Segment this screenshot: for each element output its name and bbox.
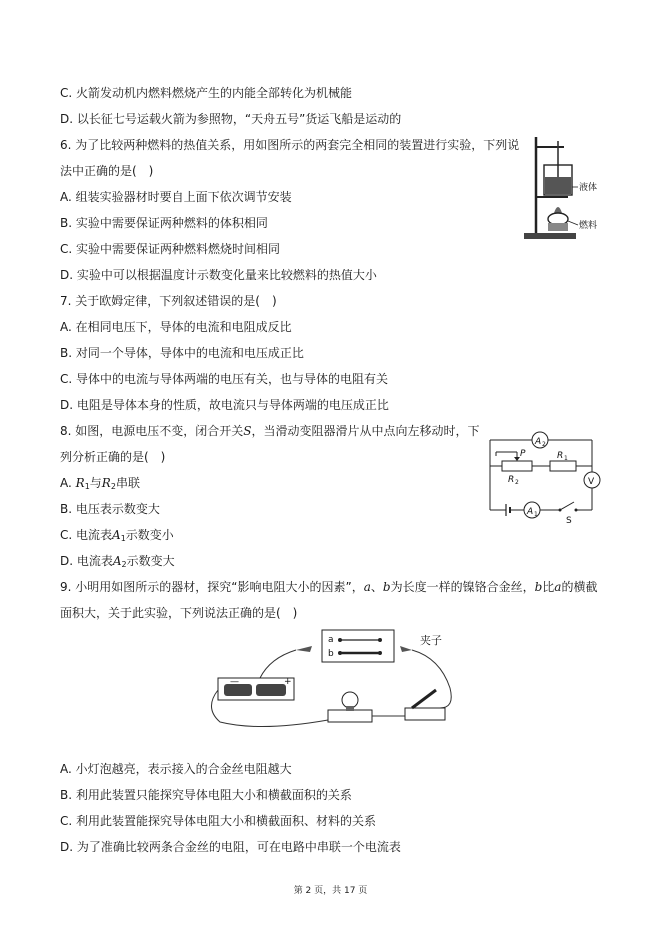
q6-option-d: D. 实验中可以根据温度计示数变化量来比较燃料的热值大小 (60, 268, 377, 282)
q8-circuit-figure (484, 426, 604, 526)
q7-option-a: A. 在相同电压下，导体的电流和电阻成反比 (60, 320, 292, 334)
q9-stem-line1: 9. 小明用如图所示的器材，探究“影响电阻大小的因素”，a、b为长度一样的镍铬合金丝，b比a的横截 (60, 580, 598, 594)
q9-fig-clip-label: 夹子 (420, 634, 442, 647)
q8-fig-S: S (566, 516, 572, 526)
q9-fig-plus: + (284, 677, 292, 687)
q8-stem-line1: 8. 如图，电源电压不变，闭合开关S，当滑动变阻器滑片从中点向左移动时，下 (60, 424, 480, 438)
q9-option-b: B. 利用此装置只能探究导体电阻大小和横截面积的关系 (60, 788, 352, 802)
q8-option-a: A. $R_1$与$R_2$串联 (60, 476, 140, 491)
q9-option-c: C. 利用此装置能探究导体电阻大小和横截面积、材料的关系 (60, 814, 377, 828)
q7-option-c: C. 导体中的电流与导体两端的电压有关，也与导体的电阻有关 (60, 372, 389, 386)
q9-option-a: A. 小灯泡越亮，表示接入的合金丝电阻越大 (60, 762, 292, 776)
q6-option-b: B. 实验中需要保证两种燃料的体积相同 (60, 216, 268, 230)
svg-text:1: 1 (564, 455, 568, 462)
page-footer: 第 2 页，共 17 页 (293, 886, 368, 896)
q8-fig-R2: R (508, 475, 515, 485)
q8-fig-A2: A (535, 437, 542, 447)
q7-stem: 7. 关于欧姆定律，下列叙述错误的是( ) (60, 294, 277, 308)
q6-stem-line1: 6. 为了比较两种燃料的热值关系，用如图所示的两套完全相同的装置进行实验，下列说 (60, 138, 520, 152)
q8-option-b: B. 电压表示数变大 (60, 502, 160, 516)
q6-label-fuel: 燃料 (579, 221, 598, 231)
q5-option-d: D. 以长征七号运载火箭为参照物，“天舟五号”货运飞船是运动的 (60, 112, 402, 126)
q8-fig-P: P (520, 449, 526, 459)
q7-option-d: D. 电阻是导体本身的性质，故电流只与导体两端的电压成正比 (60, 398, 389, 412)
q9-option-d: D. 为了准确比较两条合金丝的电阻，可在电路中串联一个电流表 (60, 840, 401, 854)
svg-text:1: 1 (534, 511, 538, 518)
q9-fig-minus: — (230, 677, 239, 687)
q5-option-c: C. 火箭发动机内燃料燃烧产生的内能全部转化为机械能 (60, 86, 353, 100)
svg-text:2: 2 (515, 479, 519, 486)
q9-fig-b: b (328, 649, 334, 659)
q6-option-a: A. 组装实验器材时要自上面下依次调节安装 (60, 190, 292, 204)
q8-option-c: C. 电流表$A_1$示数变小 (60, 528, 174, 543)
q6-option-c: C. 实验中需要保证两种燃料燃烧时间相同 (60, 242, 281, 256)
q6-label-liquid: 液体 (579, 183, 598, 193)
q9-stem-line2: 面积大，关于此实验，下列说法正确的是( ) (60, 606, 298, 620)
q8-switch-symbol: S (243, 424, 252, 438)
q8-stem-line2: 列分析正确的是( ) (60, 450, 166, 464)
q6-apparatus-figure (520, 135, 610, 243)
q8-option-d: D. 电流表$A_2$示数变大 (60, 554, 175, 569)
q8-fig-V: V (588, 477, 595, 487)
q8-fig-R1: R (557, 451, 564, 461)
q8-fig-A1: A (527, 507, 534, 517)
q7-option-b: B. 对同一个导体，导体中的电流和电压成正比 (60, 346, 304, 360)
q9-fig-a: a (328, 635, 334, 645)
q6-stem-line2: 法中正确的是( ) (60, 164, 154, 178)
q9-apparatus-figure (200, 628, 465, 738)
svg-text:2: 2 (542, 441, 546, 448)
